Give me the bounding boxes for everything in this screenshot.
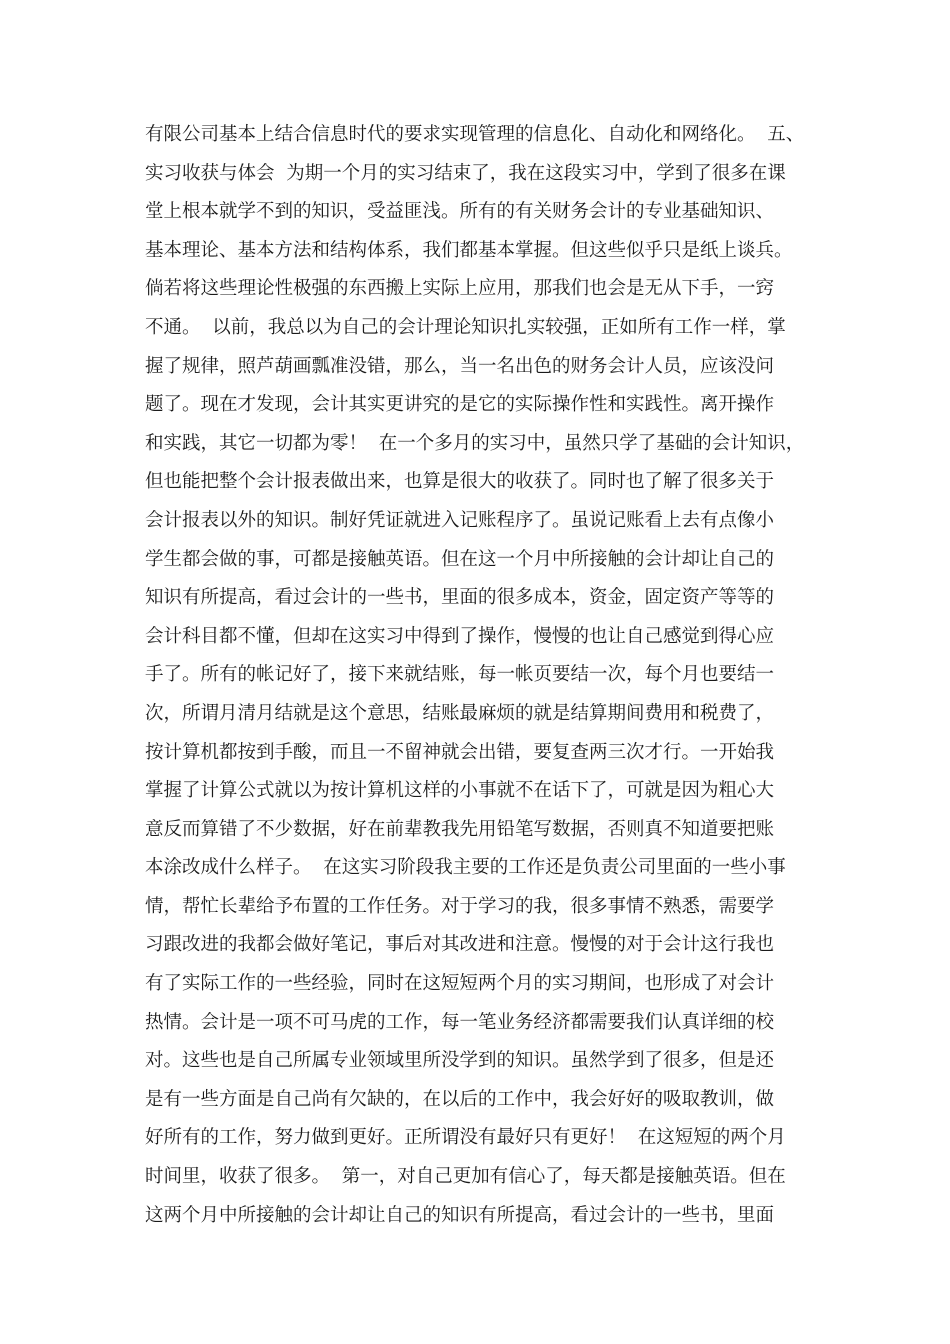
text-line: 时间里，收获了很多。 第一，对自己更加有信心了，每天都是接触英语。但在	[145, 1166, 786, 1188]
text-line: 这两个月中所接触的会计却让自己的知识有所提高，看过会计的一些书，里面	[145, 1204, 775, 1226]
text-line: 堂上根本就学不到的知识，受益匪浅。所有的有关财务会计的专业基础知识、	[145, 201, 775, 223]
text-line: 对。这些也是自己所属专业领域里所没学到的知识。虽然学到了很多，但是还	[145, 1050, 775, 1072]
text-line: 和实践，其它一切都为零！ 在一个多月的实习中，虽然只学了基础的会计知识，	[145, 432, 805, 454]
text-line: 学生都会做的事，可都是接触英语。但在这一个月中所接触的会计却让自己的	[145, 548, 775, 570]
text-line: 有了实际工作的一些经验，同时在这短短两个月的实习期间，也形成了对会计	[145, 973, 775, 995]
text-line: 习跟改进的我都会做好笔记，事后对其改进和注意。慢慢的对于会计这行我也	[145, 934, 775, 956]
text-line: 但也能把整个会计报表做出来，也算是很大的收获了。同时也了解了很多关于	[145, 471, 775, 493]
text-line: 倘若将这些理论性极强的东西搬上实际上应用，那我们也会是无从下手，一窍	[145, 278, 775, 300]
text-line: 题了。现在才发现，会计其实更讲究的是它的实际操作性和实践性。离开操作	[145, 394, 775, 416]
text-line: 按计算机都按到手酸，而且一不留神就会出错，要复查两三次才行。一开始我	[145, 741, 775, 763]
body-text	[145, 116, 825, 1235]
text-line: 掌握了计算公式就以为按计算机这样的小事就不在话下了，可就是因为粗心大	[145, 780, 775, 802]
text-line: 是有一些方面是自己尚有欠缺的，在以后的工作中，我会好好的吸取教训，做	[145, 1088, 775, 1110]
text-line: 热情。会计是一项不可马虎的工作，每一笔业务经济都需要我们认真详细的校	[145, 1011, 775, 1033]
text-line: 握了规律，照芦葫画瓢准没错，那么，当一名出色的财务会计人员，应该没问	[145, 355, 775, 377]
text-line: 次，所谓月清月结就是这个意思，结账最麻烦的就是结算期间费用和税费了，	[145, 702, 775, 724]
text-line: 知识有所提高，看过会计的一些书，里面的很多成本，资金，固定资产等等的	[145, 587, 775, 609]
text-line: 基本理论、基本方法和结构体系，我们都基本掌握。但这些似乎只是纸上谈兵。	[145, 239, 793, 261]
text-line: 会计报表以外的知识。制好凭证就进入记账程序了。虽说记账看上去有点像小	[145, 509, 775, 531]
text-line: 有限公司基本上结合信息时代的要求实现管理的信息化、自动化和网络化。 五、	[145, 124, 805, 145]
text-line: 情，帮忙长辈给予布置的工作任务。对于学习的我，很多事情不熟悉，需要学	[145, 895, 775, 917]
text-line: 实习收获与体会 为期一个月的实习结束了，我在这段实习中，学到了很多在课	[145, 162, 786, 184]
text-line: 本涂改成什么样子。 在这实习阶段我主要的工作还是负责公司里面的一些小事	[145, 857, 786, 879]
text-line: 好所有的工作，努力做到更好。正所谓没有最好只有更好！ 在这短短的两个月	[145, 1127, 786, 1149]
text-line: 会计科目都不懂，但却在这实习中得到了操作，慢慢的也让自己感觉到得心应	[145, 625, 775, 647]
text-line: 意反而算错了不少数据，好在前辈教我先用铅笔写数据，否则真不知道要把账	[145, 818, 775, 840]
text-line: 手了。所有的帐记好了，接下来就结账，每一帐页要结一次，每个月也要结一	[145, 664, 775, 686]
text-line: 不通。 以前，我总以为自己的会计理论知识扎实较强，正如所有工作一样，掌	[145, 316, 786, 338]
